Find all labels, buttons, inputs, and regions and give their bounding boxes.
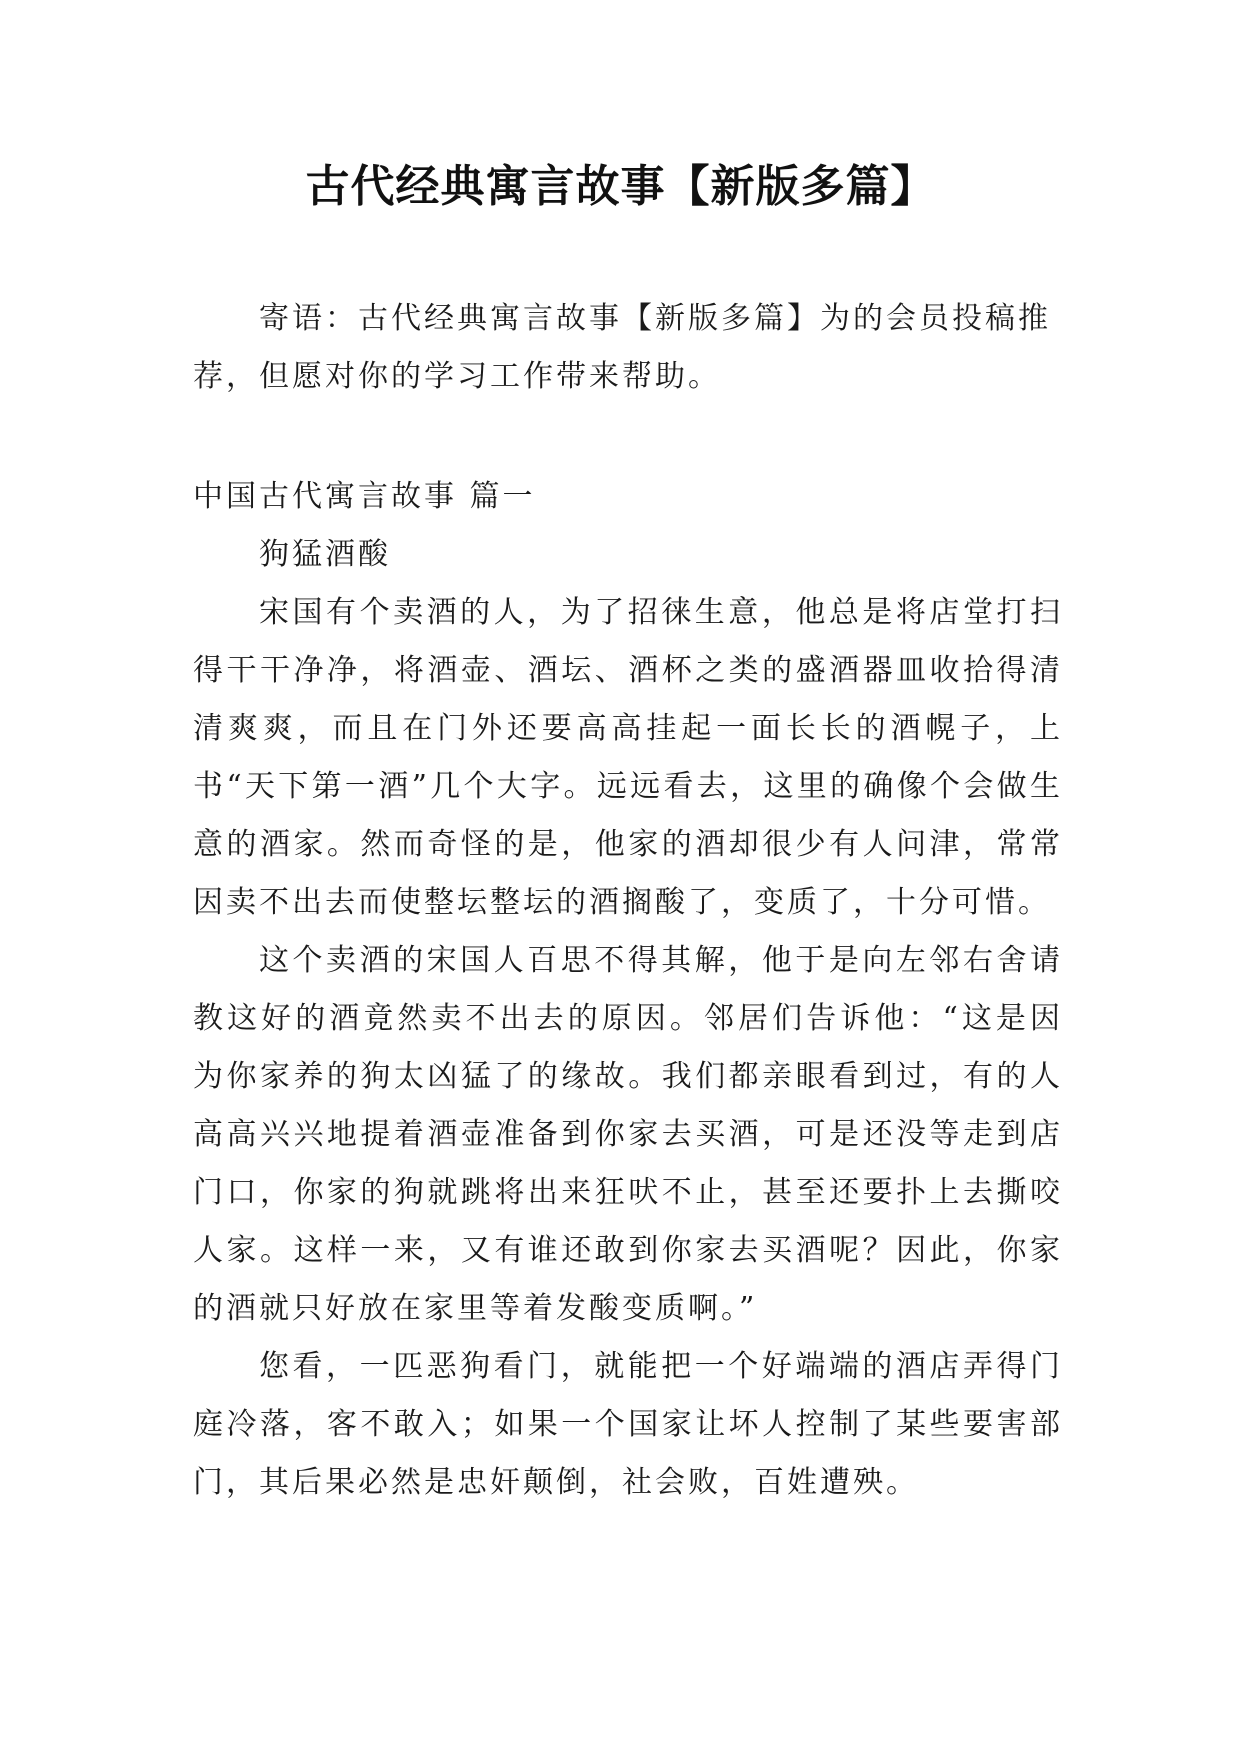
story-paragraph: 这个卖酒的宋国人百思不得其解，他于是向左邻右舍请教这好的酒竟然卖不出去的原因。邻居们告诉他：“这是因为你家养的狗太凶猛了的缘故。我们都亲眼看到过，有的人高高兴兴地提着酒壶准备到你家去买酒，可是还没等走到店门口，你家的狗就跳将出来狂吠不止，甚至还要扑上去撕咬人家。这样一来，又有谁还敢到你家去买酒呢？因此，你家的酒就只好放在家里等着发酸变质啊。” bbox=[193, 943, 1063, 1326]
story-paragraph: 宋国有个卖酒的人，为了招徕生意，他总是将店堂打扫得干干净净，将酒壶、酒坛、酒杯之类的盛酒器皿收拾得清清爽爽，而且在门外还要高高挂起一面长长的酒幌子，上书“天下第一酒”几个大字。远远看去，这里的确像个会做生意的酒家。然而奇怪的是，他家的酒却很少有人问津，常常因卖不出去而使整坛整坛的酒搁酸了，变质了，十分可惜。 bbox=[193, 595, 1063, 920]
document-body bbox=[193, 290, 1063, 1512]
document-title: 古代经典寓言故事【新版多篇】 bbox=[305, 161, 936, 212]
section-heading: 中国古代寓言故事 篇一 bbox=[193, 479, 536, 514]
intro-paragraph: 寄语：古代经典寓言故事【新版多篇】为的会员投稿推荐，但愿对你的学习工作带来帮助。 bbox=[193, 301, 1051, 394]
story-paragraph: 您看，一匹恶狗看门，就能把一个好端端的酒店弄得门庭冷落，客不敢入；如果一个国家让坏人控制了某些要害部门，其后果必然是忠奸颠倒，社会败，百姓遭殃。 bbox=[193, 1349, 1063, 1500]
story-title: 狗猛酒酸 bbox=[259, 537, 391, 572]
